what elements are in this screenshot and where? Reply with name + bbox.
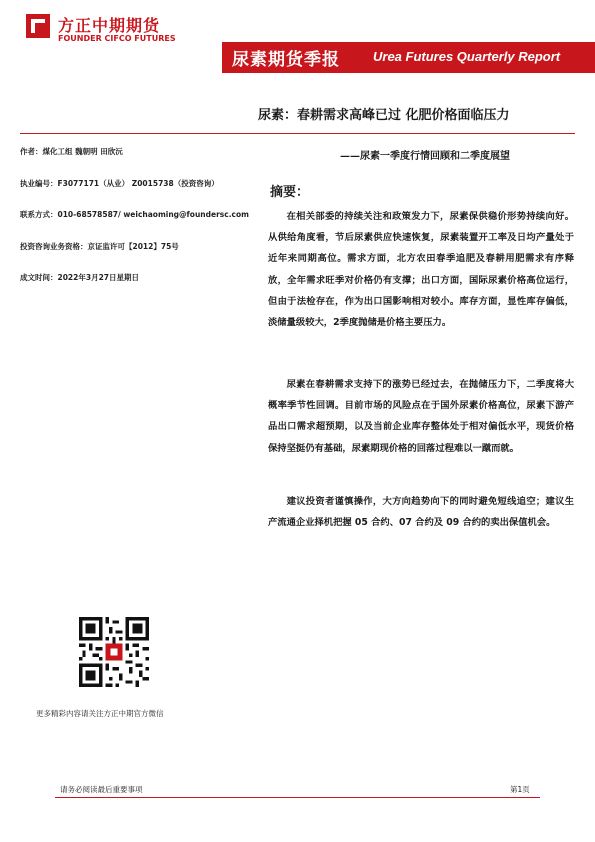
title-divider: [20, 133, 575, 134]
company-logo-icon: [26, 14, 50, 38]
company-name-cn: 方正中期期货: [58, 16, 161, 35]
qualification: 投资咨询业务资格：京证监许可【2012】75号: [20, 242, 179, 251]
page-number: 第1页: [510, 785, 530, 794]
wechat-qr-code-icon[interactable]: [79, 617, 149, 687]
abstract-paragraph: 在相关部委的持续关注和政策发力下，尿素保供稳价形势持续向好。从供给角度看，节后尿素供应快速恢复，尿素装置开工率及日均产量处于近年来同期高位。需求方面，北方农田春季追肥及春耕用肥需求有序释放，全年需求旺季对价格仍有支撑；出口方面，国际尿素价格高位运行，但由于法检存在，作为出口国影响相对较小。库存方面，显性库存偏低，淡储量级较大，2季度抛储是价格主要压力。: [268, 211, 574, 329]
authors: 作者：煤化工组 魏朝明 田欣沅: [20, 147, 123, 156]
abstract-heading: 摘要：: [270, 185, 310, 200]
report-title: 尿素：春耕需求高峰已过 化肥价格面临压力: [258, 108, 510, 123]
report-subtitle: ——尿素一季度行情回顾和二季度展望: [340, 151, 510, 162]
abstract-paragraph: 建议投资者谨慎操作，大方向趋势向下的同时避免短线追空；建议生产流通企业择机把握 05 合约、07 合约及 09 合约的卖出保值机会。: [268, 496, 574, 529]
abstract-paragraph: 尿素在春耕需求支持下的涨势已经过去，在抛储压力下，二季度将大概率季节性回调。目前市场的风险点在于国外尿素价格高位，尿素下游产品出口需求超预期，以及当前企业库存整体处于相对偏低水平，现货价格保持坚挺仍有基础，尿素期现价格的回落过程难以一蹴而就。: [268, 379, 574, 454]
license-number: 执业编号：F3077171（从业） Z0015738（投资咨询）: [20, 179, 219, 188]
banner-title-en: Urea Futures Quarterly Report: [373, 49, 561, 64]
footer-divider: [55, 797, 540, 798]
report-type-banner: [222, 42, 595, 73]
footer-disclaimer: 请务必阅读最后重要事项: [60, 785, 143, 794]
contact-info: 联系方式：010-68578587/ weichaoming@foundersc.com: [20, 210, 249, 219]
banner-title-cn: 尿素期货季报: [232, 50, 340, 70]
written-date: 成文时间：2022年3月27日星期日: [20, 273, 140, 282]
qr-caption: 更多精彩内容请关注方正中期官方微信: [36, 709, 164, 718]
company-name-en: FOUNDER CIFCO FUTURES: [58, 34, 176, 43]
